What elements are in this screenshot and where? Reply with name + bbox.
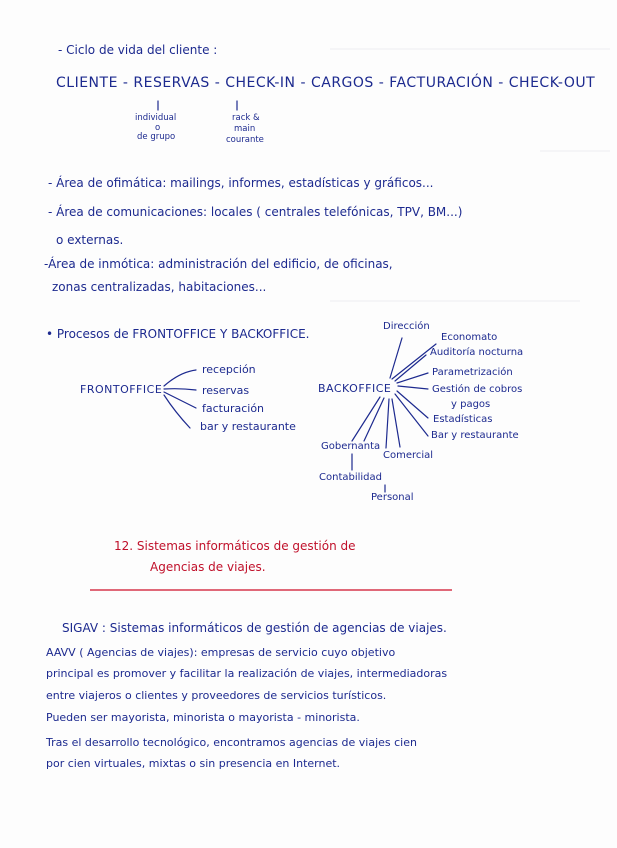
back-item-auditoria: Auditoría nocturna [430, 347, 524, 358]
area-inmotica: -Área de inmótica: administración del edificio, de oficinas, [44, 257, 393, 271]
note-reservas-2: o [155, 123, 161, 133]
lifecycle-title: - Ciclo de vida del cliente : [58, 43, 218, 57]
body-line-5: Pueden ser mayorista, minorista o mayorista - minorista. [46, 711, 360, 724]
area-inmotica-cont: zonas centralizadas, habitaciones... [52, 280, 267, 294]
note-checkin-2: main [234, 124, 256, 134]
back-item-comercial: Comercial [383, 450, 434, 461]
back-item-direccion: Dirección [383, 321, 430, 332]
back-item-gobernanta: Gobernanta [321, 441, 381, 452]
back-item-estadisticas: Estadísticas [433, 414, 493, 425]
section12-title-line2: Agencias de viajes. [150, 560, 266, 574]
lifecycle-chain: CLIENTE - RESERVAS - CHECK-IN - CARGOS - FACTURACIÓN - CHECK-OUT [56, 75, 596, 91]
note-checkin-1: rack & [232, 113, 260, 123]
processes-title: • Procesos de FRONTOFFICE Y BACKOFFICE. [46, 327, 310, 341]
front-item-bar: bar y restaurante [200, 420, 296, 433]
front-item-recepcion: recepción [202, 363, 256, 376]
body-line-6: Tras el desarrollo tecnológico, encontramos agencias de viajes cien [46, 736, 417, 749]
note-reservas-3: de grupo [137, 132, 176, 142]
back-item-gestion-cobros: Gestión de cobros [432, 384, 523, 395]
body-line-7: por cien virtuales, mixtas o sin presencia en Internet. [46, 757, 341, 770]
back-item-parametrizacion: Parametrización [432, 367, 513, 378]
back-item-contabilidad: Contabilidad [319, 472, 382, 483]
area-comunicaciones: - Área de comunicaciones: locales ( centrales telefónicas, TPV, BM...) [48, 205, 463, 219]
body-line-3: principal es promover y facilitar la realización de viajes, intermediadoras [46, 667, 448, 680]
note-checkin-3: courante [226, 135, 264, 145]
backoffice-label: BACKOFFICE [318, 382, 392, 395]
frontoffice-label: FRONTOFFICE [80, 383, 163, 396]
area-ofimatica: - Área de ofimática: mailings, informes, estadísticas y gráficos... [48, 176, 434, 190]
body-line-4: entre viajeros o clientes y proveedores de servicios turísticos. [46, 689, 387, 702]
back-item-personal: Personal [371, 492, 414, 503]
back-item-bar: Bar y restaurante [431, 430, 519, 441]
back-item-economato: Economato [441, 332, 498, 343]
body-line-2: AAVV ( Agencias de viajes): empresas de servicio cuyo objetivo [46, 646, 396, 659]
area-comunicaciones-cont: o externas. [56, 233, 124, 247]
body-line-1: SIGAV : Sistemas informáticos de gestión de agencias de viajes. [62, 621, 447, 635]
front-item-reservas: reservas [202, 384, 250, 397]
note-reservas-1: individual [135, 113, 177, 123]
section12-title-line1: 12. Sistemas informáticos de gestión de [114, 539, 356, 553]
front-item-facturacion: facturación [202, 402, 265, 415]
back-item-y-pagos: y pagos [451, 399, 491, 410]
